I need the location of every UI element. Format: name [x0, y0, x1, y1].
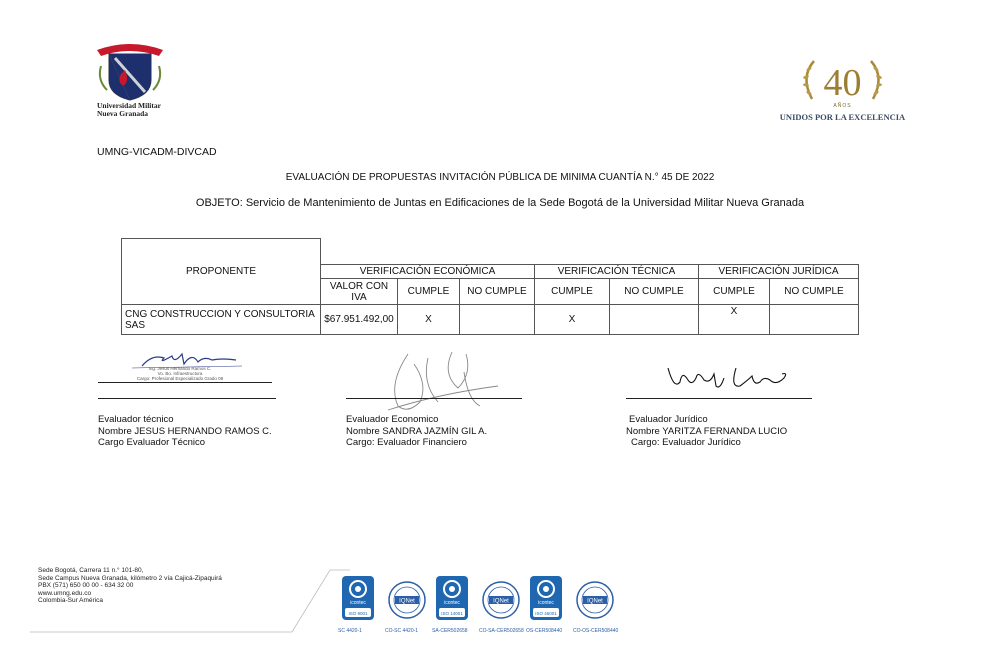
signature-2-cargo: Cargo: Evaluador Financiero [346, 437, 467, 448]
signature-2-line [346, 398, 522, 399]
address-line: www.umng.edu.co [38, 589, 92, 597]
certification-code: SA-CER502658 [432, 628, 468, 634]
signature-3-line [626, 398, 812, 399]
signature-1-line [98, 398, 276, 399]
iqnet-badge-icon [481, 574, 519, 622]
header-verificacion-juridica: VERIFICACIÓN JURÍDICA [699, 265, 859, 279]
signature-3-role: Evaluador Jurídico [629, 414, 708, 425]
icontec-badge-icon [528, 574, 566, 622]
badge-label: ISO 14001 [441, 611, 463, 616]
header-eco-cumple: CUMPLE [398, 279, 460, 305]
badge-label: IQNet [493, 598, 509, 605]
signature-2-role: Evaluador Economico [346, 414, 439, 425]
header-jur-cumple: CUMPLE [699, 279, 770, 305]
evaluation-table [121, 238, 859, 335]
footer-divider [30, 566, 350, 636]
svg-text:icontec: icontec [538, 600, 554, 606]
document-title: EVALUACIÓN DE PROPUESTAS INVITACIÓN PÚBLICA DE MINIMA CUANTÍA N.° 45 DE 2022 [285, 172, 715, 183]
badge-label: ISO 9001 [348, 611, 368, 616]
object-text: Servicio de Mantenimiento de Juntas en Edificaciones de la Sede Bogotá de la Universidad Militar Nueva Granada [242, 197, 805, 209]
cell-eco-no-cumple [460, 305, 535, 335]
signature-1-name: Nombre JESUS HERNANDO RAMOS C. [98, 425, 272, 437]
object-label: OBJETO: [195, 197, 243, 209]
certification-code: CO-SA-CER502658 [479, 628, 524, 634]
address-line: Colombia-Sur América [38, 597, 104, 605]
badge-label: ISO 45001 [535, 611, 557, 616]
icontec-badge-icon [434, 574, 472, 622]
umng-crest-icon [95, 40, 165, 102]
signature-1-block [98, 414, 272, 449]
certification-code: SC 4420-1 [338, 628, 362, 634]
document-object [0, 197, 1000, 209]
svg-text:icontec: icontec [350, 600, 366, 606]
cell-valor: $67.951.492,00 [321, 305, 398, 335]
cell-proponente: CNG CONSTRUCCION Y CONSULTORIA SAS [122, 305, 321, 335]
header-spacer [321, 239, 859, 265]
signature-2-block [346, 414, 487, 449]
certification-code: OS-CER508440 [526, 628, 563, 634]
anniversary-logo [770, 55, 915, 125]
anniversary-slogan: UNIDOS POR LA EXCELENCIA [779, 112, 906, 122]
header-verificacion-tecnica: VERIFICACIÓN TÉCNICA [535, 265, 699, 279]
header-jur-no-cumple: NO CUMPLE [770, 279, 859, 305]
signature-3-cargo: Cargo: Evaluador Jurídico [631, 437, 741, 448]
address-line: Sede Bogotá, Carrera 11 n.° 101-80, [38, 567, 144, 574]
anniversary-number: 40 [823, 62, 862, 104]
signature-1-cargo: Cargo Evaluador Técnico [98, 437, 206, 448]
signature-3-name: Nombre YARITZA FERNANDA LUCIO [626, 425, 788, 437]
header-verificacion-economica: VERIFICACIÓN ECONÓMICA [321, 265, 535, 279]
signature-3-scribble [660, 360, 800, 396]
header-tec-cumple: CUMPLE [535, 279, 610, 305]
signature-1-role: Evaluador técnico [98, 414, 174, 425]
document-code: UMNG-VICADM-DIVCAD [97, 146, 217, 158]
table-row [122, 305, 859, 335]
signature-3-block [626, 414, 787, 449]
cell-jur-cumple: X [699, 305, 770, 335]
header-proponente: PROPONENTE [122, 239, 321, 305]
cell-tec-cumple: X [535, 305, 610, 335]
umng-logo-line-2: Nueva Granada [97, 109, 149, 118]
signature-1-stamp-line [98, 382, 272, 383]
signature-1-stamp [110, 366, 250, 381]
umng-logo-line-1: Universidad Militar [97, 101, 161, 110]
signature-2-scribble [368, 344, 508, 424]
header-tec-no-cumple: NO CUMPLE [610, 279, 699, 305]
cell-jur-no-cumple [770, 305, 859, 335]
certification-code: CO-OS-CER508440 [573, 628, 619, 634]
badge-label: IQNet [399, 598, 415, 605]
header-valor-con-iva: VALOR CON IVA [321, 279, 398, 305]
anniversary-anos: AÑOS [833, 103, 852, 109]
umng-logo-name [97, 102, 161, 118]
signature-2-name: Nombre SANDRA JAZMÍN GIL A. [346, 425, 488, 437]
address-line: Sede Campus Nueva Granada, kilómetro 2 vía Cajicá-Zipaquirá [38, 574, 222, 582]
stamp-line-1: Ing. Jesus Hernando Ramos C. [148, 366, 212, 371]
header-eco-no-cumple: NO CUMPLE [460, 279, 535, 305]
svg-text:icontec: icontec [444, 600, 460, 606]
laurel-icon [770, 55, 915, 105]
cell-eco-cumple: X [398, 305, 460, 335]
umng-logo [95, 40, 165, 122]
iqnet-badge-icon [575, 574, 613, 622]
badge-label: IQNet [587, 598, 603, 605]
icontec-badge-icon [340, 574, 378, 622]
iqnet-badge-icon [387, 574, 425, 622]
certification-code: CO-SC 4420-1 [385, 628, 419, 634]
cell-tec-no-cumple [610, 305, 699, 335]
stamp-line-3: Cargo: Profesional Especializado Grado 08 [136, 376, 224, 381]
address-line: PBX (571) 650 00 00 - 634 32 00 [38, 582, 134, 590]
table-header-spacer-row [122, 239, 859, 265]
stamp-line-2: Vo. Bo. Infraestructura [157, 371, 203, 376]
